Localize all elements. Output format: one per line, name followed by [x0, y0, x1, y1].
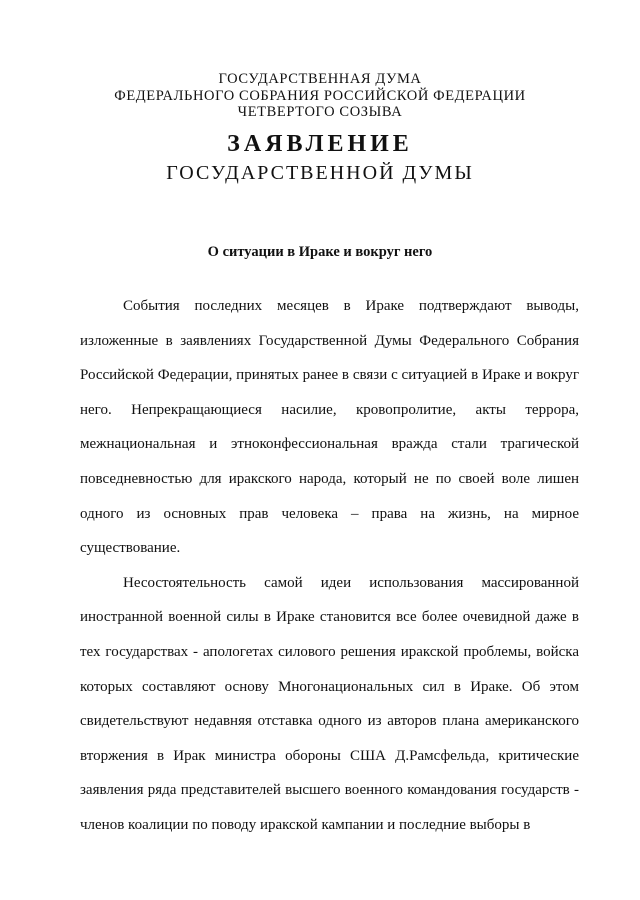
statement-heading: О ситуации в Ираке и вокруг него — [207, 244, 433, 260]
document-title: ЗАЯВЛЕНИЕ — [227, 131, 413, 157]
header-line-federal-assembly: ФЕДЕРАЛЬНОГО СОБРАНИЯ РОССИЙСКОЙ ФЕДЕРАЦИИ — [114, 87, 526, 104]
statement-body — [80, 289, 579, 843]
header-line-duma: ГОСУДАРСТВЕННАЯ ДУМА — [218, 71, 422, 87]
paragraph-2: Несостоятельность самой идеи использования массированной иностранной военной силы в Ираке становится все более очевидной даже в тех государствах - апологетах силового решения иракской проблемы, войска которых составляют основу Многонациональных сил в Ираке. Об этом свидетельствуют недавняя отставка одного из авторов плана американского вторжения в Ирак министра обороны США Д.Рамсфельда, критические заявления ряда представителей высшего военного командования государств - членов коалиции по поводу иракской кампании и последние выборы в — [80, 574, 579, 833]
document-subtitle: ГОСУДАРСТВЕННОЙ ДУМЫ — [166, 162, 474, 184]
header-line-convocation: ЧЕТВЕРТОГО СОЗЫВА — [237, 104, 403, 120]
document-header — [0, 71, 640, 121]
paragraph-1: События последних месяцев в Ираке подтверждают выводы, изложенные в заявлениях Государственной Думы Федерального Собрания Российской Федерации, принятых ранее в связи с ситуацией в Ираке и вокруг него. Непрекращающиеся насилие, кровопролитие, акты террора, межнациональная и этноконфессиональная вражда стали трагической повседневностью для иракского народа, который не по своей воле лишен одного из основных прав человека – права на жизнь, на мирное существование. — [80, 298, 579, 557]
